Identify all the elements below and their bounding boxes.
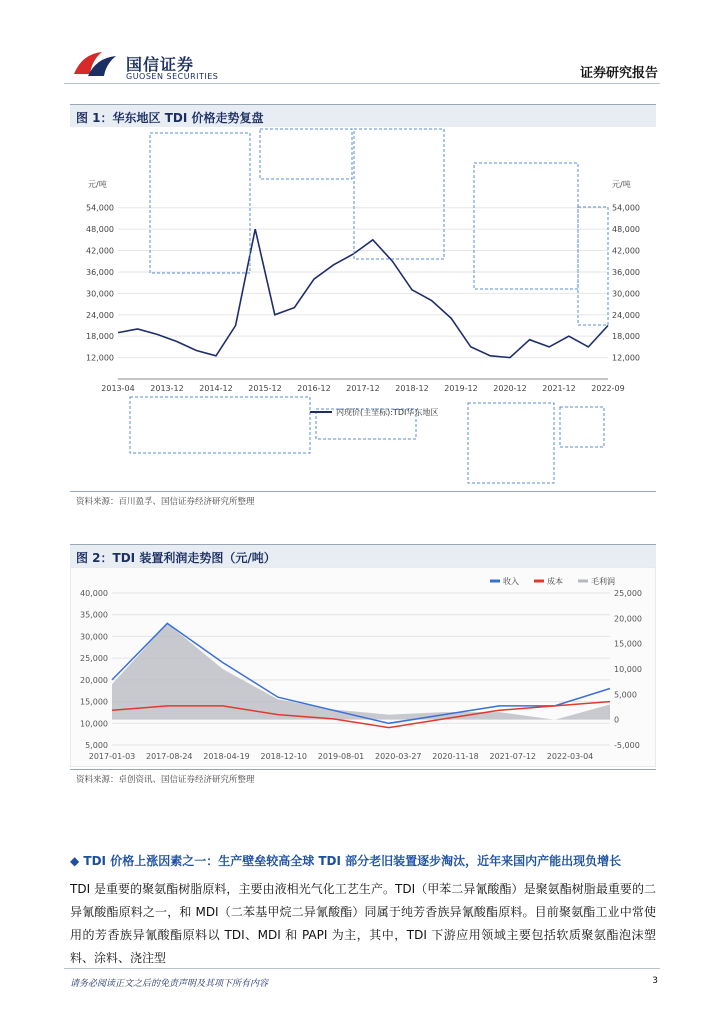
report-type: 证券研究报告 bbox=[579, 66, 658, 81]
y-axis-unit-left: 元/吨 bbox=[88, 180, 107, 189]
y-tick-label-right: 25,000 bbox=[614, 589, 642, 598]
y-tick-label-left: 25,000 bbox=[80, 654, 108, 664]
x-tick-label: 2018-04-19 bbox=[203, 752, 250, 761]
x-tick-label: 2017-12 bbox=[346, 384, 380, 393]
annotation-box bbox=[468, 403, 554, 483]
figure1-title-bar bbox=[70, 104, 656, 127]
x-tick-label: 2015-12 bbox=[248, 384, 282, 393]
y-tick-label-left: 40,000 bbox=[80, 589, 108, 598]
legend-label: 成本 bbox=[547, 577, 563, 586]
y-tick-label-left: 20,000 bbox=[80, 675, 108, 685]
y-tick-label-left: 30,000 bbox=[86, 289, 114, 299]
y-tick-label-right: 12,000 bbox=[612, 353, 640, 363]
header-divider bbox=[64, 83, 660, 84]
brand-name-en: GUOSEN SECURITIES bbox=[126, 72, 219, 81]
x-tick-label: 2019-12 bbox=[444, 384, 478, 393]
annotation-box bbox=[354, 129, 444, 259]
y-tick-label-left: 54,000 bbox=[86, 203, 114, 213]
annotation-box bbox=[578, 207, 608, 325]
x-tick-label: 2019-08-01 bbox=[317, 752, 365, 761]
y-tick-label-left: 30,000 bbox=[80, 632, 108, 642]
y-tick-label-left: 15,000 bbox=[80, 697, 108, 707]
legend-label: 收入 bbox=[503, 577, 519, 586]
footer-divider bbox=[64, 968, 660, 969]
x-tick-label: 2014-12 bbox=[199, 384, 233, 393]
y-tick-label-right: 15,000 bbox=[614, 639, 642, 649]
y-tick-label-right: 0 bbox=[614, 715, 620, 725]
annotation-box bbox=[150, 133, 250, 273]
annotation-box bbox=[474, 163, 578, 289]
y-tick-label-right: 54,000 bbox=[612, 203, 640, 213]
page-number: 3 bbox=[652, 976, 658, 986]
figure1-source: 资料来源：百川盈孚、国信证券经济研究所整理 bbox=[76, 497, 255, 507]
figure2-source-divider bbox=[70, 769, 656, 770]
x-tick-label: 2013-12 bbox=[150, 384, 184, 393]
x-tick-label: 2021-12 bbox=[542, 384, 576, 393]
y-tick-label-right: 36,000 bbox=[612, 267, 640, 277]
brand-name: 国信证券 bbox=[126, 55, 195, 74]
legend-label: 毛利润 bbox=[591, 577, 615, 586]
y-tick-label-right: 5,000 bbox=[614, 690, 637, 700]
annotation-box bbox=[560, 407, 604, 447]
x-tick-label: 2020-03-27 bbox=[375, 752, 422, 761]
figure2-title-bar bbox=[70, 544, 656, 567]
y-tick-label-left: 10,000 bbox=[80, 719, 108, 729]
figure2-source: 资料来源：卓创资讯、国信证券经济研究所整理 bbox=[76, 775, 255, 785]
x-tick-label: 2018-12-10 bbox=[260, 752, 307, 761]
y-tick-label-left: 18,000 bbox=[86, 332, 114, 342]
x-tick-label: 2013-04 bbox=[101, 384, 135, 393]
x-tick-label: 2018-12 bbox=[395, 384, 429, 393]
annotation-box bbox=[130, 397, 310, 453]
tdi-price-chart bbox=[70, 127, 656, 489]
y-tick-label-left: 36,000 bbox=[86, 267, 114, 277]
y-tick-label-right: 30,000 bbox=[612, 289, 640, 299]
annotation-box bbox=[260, 129, 352, 179]
footer-disclaimer: 请务必阅读正文之后的免责声明及其项下所有内容 bbox=[70, 979, 269, 989]
y-tick-label-right: -5,000 bbox=[614, 741, 640, 750]
y-tick-label-left: 5,000 bbox=[85, 741, 108, 750]
y-tick-label-right: 18,000 bbox=[612, 332, 640, 342]
y-tick-label-left: 35,000 bbox=[80, 610, 108, 620]
y-tick-label-right: 48,000 bbox=[612, 225, 640, 235]
legend-label: 内现价(主坐标):TDI华东地区 bbox=[336, 408, 439, 417]
tdi-profit-chart bbox=[70, 567, 656, 767]
y-tick-label-left: 24,000 bbox=[86, 310, 114, 320]
y-tick-label-left: 48,000 bbox=[86, 225, 114, 235]
figure1-title: 图 1：华东地区 TDI 价格走势复盘 bbox=[76, 111, 264, 125]
body-paragraph: TDI 是重要的聚氨酯树脂原料，主要由液相光气化工艺生产。TDI（甲苯二异氰酸酯）是聚氨酯树脂最重要的二异氰酸酯原料之一，和 MDI（二苯基甲烷二异氰酸酯）同属于纯芳香族异氰酸酯原料。目前聚氨酯工业中常使用的芳香族异氰酸酯原料以 TDI、MDI 和 PAPI 为主，其中，TDI 下游应用领域主要包括软质聚氨酯泡沫塑料、涂料、浇注型 bbox=[70, 882, 656, 965]
y-tick-label-left: 42,000 bbox=[86, 246, 114, 256]
y-tick-label-right: 42,000 bbox=[612, 246, 640, 256]
x-tick-label: 2022-09 bbox=[591, 384, 625, 393]
section-heading: ◆ TDI 价格上涨因素之一：生产壁垒较高全球 TDI 部分老旧装置逐步淘汰，近年来国内产能出现负增长 bbox=[70, 854, 622, 868]
x-tick-label: 2020-12 bbox=[493, 384, 527, 393]
x-tick-label: 2016-12 bbox=[297, 384, 331, 393]
x-tick-label: 2017-08-24 bbox=[146, 752, 193, 761]
y-tick-label-right: 20,000 bbox=[614, 614, 642, 624]
x-tick-label: 2021-07-12 bbox=[489, 752, 536, 761]
x-tick-label: 2020-11-18 bbox=[432, 752, 479, 761]
x-tick-label: 2017-01-03 bbox=[88, 752, 136, 761]
brand-logo bbox=[72, 48, 120, 80]
y-tick-label-left: 12,000 bbox=[86, 353, 114, 363]
y-tick-label-right: 10,000 bbox=[614, 665, 642, 674]
y-axis-unit-right: 元/吨 bbox=[612, 180, 631, 189]
y-tick-label-right: 24,000 bbox=[612, 310, 640, 320]
figure1-source-divider bbox=[70, 491, 656, 492]
figure2-title: 图 2：TDI 装置利润走势图（元/吨） bbox=[76, 551, 276, 565]
x-tick-label: 2022-03-04 bbox=[546, 752, 594, 761]
